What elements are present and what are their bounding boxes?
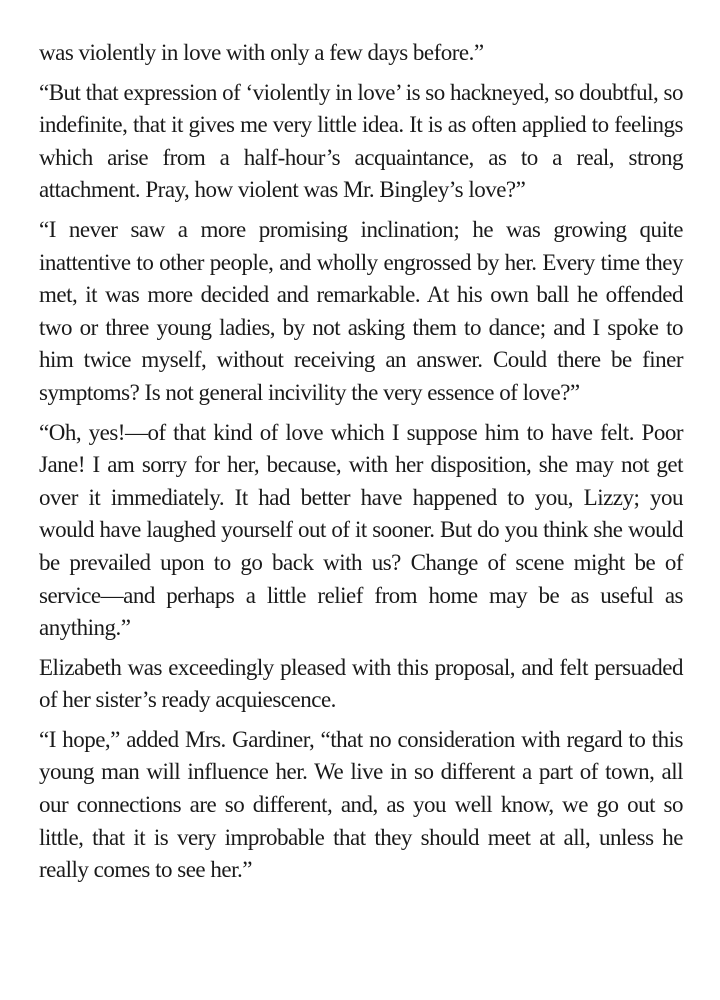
paragraph-4: “Oh, yes!—of that kind of love which I suppose him to have felt. Poor Jane! I am sorry for her, because, with her disposition, she may not get over it immediately. It had better have happened to you, Lizzy; you would have laughed yourself out of it sooner. But do you think she would be prevailed upon to go back with us? Change of scene might be of service—and perhaps a little relief from home may be as useful as anything.” (39, 419, 683, 641)
book-page (39, 37, 683, 894)
paragraph-5: Elizabeth was exceedingly pleased with this proposal, and felt persuaded of her sister’s ready acquiescence. (39, 654, 683, 713)
paragraph-6: “I hope,” added Mrs. Gardiner, “that no consideration with regard to this young man will influence her. We live in so different a part of town, all our connections are so different, and, as you well know, we go out so little, that it is very improbable that they should meet at all, unless he really comes to see her.” (39, 726, 683, 883)
paragraph-1: was violently in love with only a few days before.” (39, 40, 484, 65)
paragraph-3: “I never saw a more promising inclination; he was growing quite inattentive to other people, and wholly engrossed by her. Every time they met, it was more decided and remarkable. At his own ball he offended two or three young ladies, by not asking them to dance; and I spoke to him twice myself, without receiving an answer. Could there be finer symptoms? Is not general incivility the very essence of love?” (39, 216, 683, 405)
paragraph-2: “But that expression of ‘violently in love’ is so hackneyed, so doubtful, so indefinite, that it gives me very little idea. It is as often applied to feelings which arise from a half-hour’s acquaintance, as to a real, strong attachment. Pray, how violent was Mr. Bingley’s love?” (39, 79, 683, 203)
